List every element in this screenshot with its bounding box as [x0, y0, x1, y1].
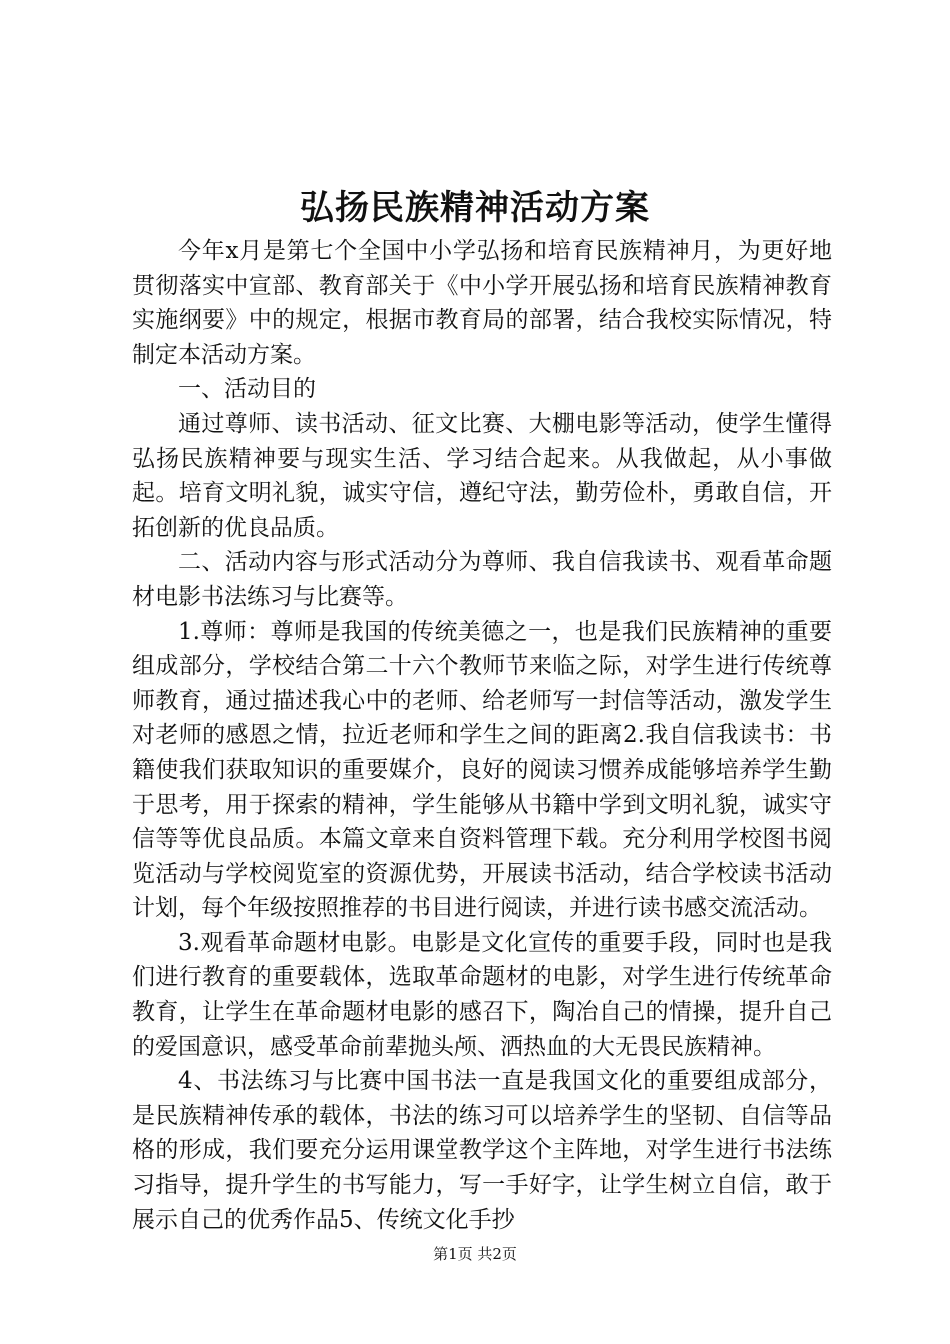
paragraph-revolutionary-films: 3.观看革命题材电影。电影是文化宣传的重要手段，同时也是我们进行教育的重要载体，选取革命题材的电影，对学生进行传统革命教育，让学生在革命题材电影的感召下，陶冶自己的情操，提升自己的爱国意识，感受革命前辈抛头颅、洒热血的大无畏民族精神。	[132, 929, 832, 1060]
paragraph-respect-teachers-reading: 1.尊师：尊师是我国的传统美德之一，也是我们民族精神的重要组成部分，学校结合第二十六个教师节来临之际，对学生进行传统尊师教育，通过描述我心中的老师、给老师写一封信等活动，激发学生对老师的感恩之情，拉近老师和学生之间的距离2.我自信我读书：书籍使我们获取知识的重要媒介，良好的阅读习惯养成能够培养学生勤于思考，用于探索的精神，学生能够从书籍中学到文明礼貌，诚实守信等等优良品质。本篇文章来自资料管理下载。充分利用学校图书阅览活动与学校阅览室的资源优势，开展读书活动，结合学校读书活动计划，每个年级按照推荐的书目进行阅读，并进行读书感交流活动。	[132, 618, 832, 922]
paragraph-calligraphy: 4、书法练习与比赛中国书法一直是我国文化的重要组成部分，是民族精神传承的载体，书法的练习可以培养学生的坚韧、自信等品格的形成，我们要充分运用课堂教学这个主阵地，对学生进行书法练习指导，提升学生的书写能力，写一手好字，让学生树立自信，敢于展示自己的优秀作品5、传统文化手抄	[132, 1068, 832, 1233]
page-number-footer: 第1页 共2页	[433, 1245, 517, 1263]
document-title: 弘扬民族精神活动方案	[300, 188, 650, 228]
paragraph-purpose: 通过尊师、读书活动、征文比赛、大棚电影等活动，使学生懂得弘扬民族精神要与现实生活、学习结合起来。从我做起，从小事做起。培育文明礼貌，诚实守信，遵纪守法，勤劳俭朴，勇敢自信，开拓创新的优良品质。	[132, 410, 832, 541]
paragraph-intro: 今年x月是第七个全国中小学弘扬和培育民族精神月，为更好地贯彻落实中宣部、教育部关于《中小学开展弘扬和培育民族精神教育实施纲要》中的规定，根据市教育局的部署，结合我校实际情况，特制定本活动方案。	[132, 238, 832, 368]
heading-activity-content: 二、活动内容与形式活动分为尊师、我自信我读书、观看革命题材电影书法练习与比赛等。	[132, 549, 832, 610]
document-body	[132, 234, 832, 1237]
heading-activity-purpose: 一、活动目的	[178, 376, 316, 403]
